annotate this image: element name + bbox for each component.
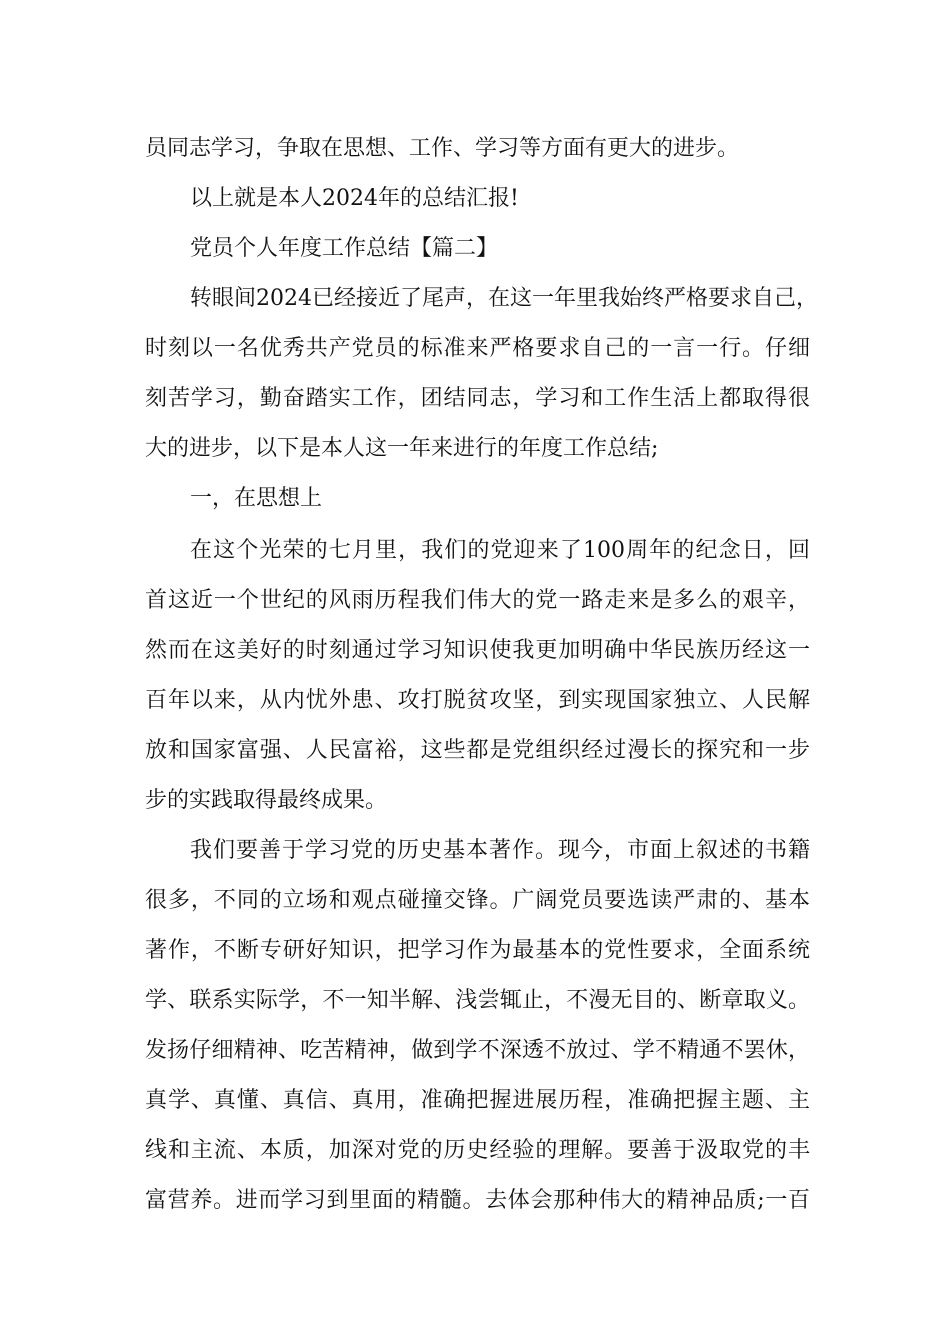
text-line: 刻苦学习，勤奋踏实工作，团结同志，学习和工作生活上都取得很 (145, 386, 810, 411)
text-line: 学、联系实际学，不一知半解、浅尝辄止，不漫无目的、断章取义。 (145, 988, 810, 1013)
text-line: 很多，不同的立场和观点碰撞交锋。广阔党员要选读严肃的、基本 (145, 888, 810, 913)
text-line: 发扬仔细精神、吃苦精神，做到学不深透不放过、学不精通不罢休， (145, 1038, 810, 1063)
text-line: 放和国家富强、人民富裕，这些都是党组织经过漫长的探究和一步 (145, 738, 810, 763)
text-line: 富营养。进而学习到里面的精髓。去体会那种伟大的精神品质;一百 (145, 1188, 810, 1213)
subsection-heading: 一，在思想上 (190, 486, 323, 511)
text-line: 真学、真懂、真信、真用，准确把握进展历程，准确把握主题、主 (145, 1088, 810, 1113)
section-heading: 党员个人年度工作总结【篇二】 (190, 236, 499, 261)
text-line: 线和主流、本质，加深对党的历史经验的理解。要善于汲取党的丰 (145, 1138, 810, 1163)
text-line: 步的实践取得最终成果。 (145, 788, 388, 813)
text-line: 百年以来，从内忧外患、攻打脱贫攻坚，到实现国家独立、人民解 (145, 688, 810, 713)
text-line: 员同志学习，争取在思想、工作、学习等方面有更大的进步。 (145, 136, 740, 161)
text-line: 在这个光荣的七月里，我们的党迎来了100周年的纪念日，回 (190, 538, 810, 563)
text-line: 以上就是本人2024年的总结汇报! (190, 186, 519, 211)
text-line: 时刻以一名优秀共产党员的标准来严格要求自己的一言一行。仔细 (145, 336, 810, 361)
text-line: 转眼间2024已经接近了尾声，在这一年里我始终严格要求自己， (190, 286, 818, 311)
text-line: 首这近一个世纪的风雨历程我们伟大的党一路走来是多么的艰辛， (145, 588, 810, 613)
text-line: 我们要善于学习党的历史基本著作。现今，市面上叙述的书籍 (190, 838, 810, 863)
text-line: 著作，不断专研好知识，把学习作为最基本的党性要求，全面系统 (145, 938, 810, 963)
text-line: 然而在这美好的时刻通过学习知识使我更加明确中华民族历经这一 (145, 638, 810, 663)
text-line: 大的进步，以下是本人这一年来进行的年度工作总结; (145, 436, 659, 461)
